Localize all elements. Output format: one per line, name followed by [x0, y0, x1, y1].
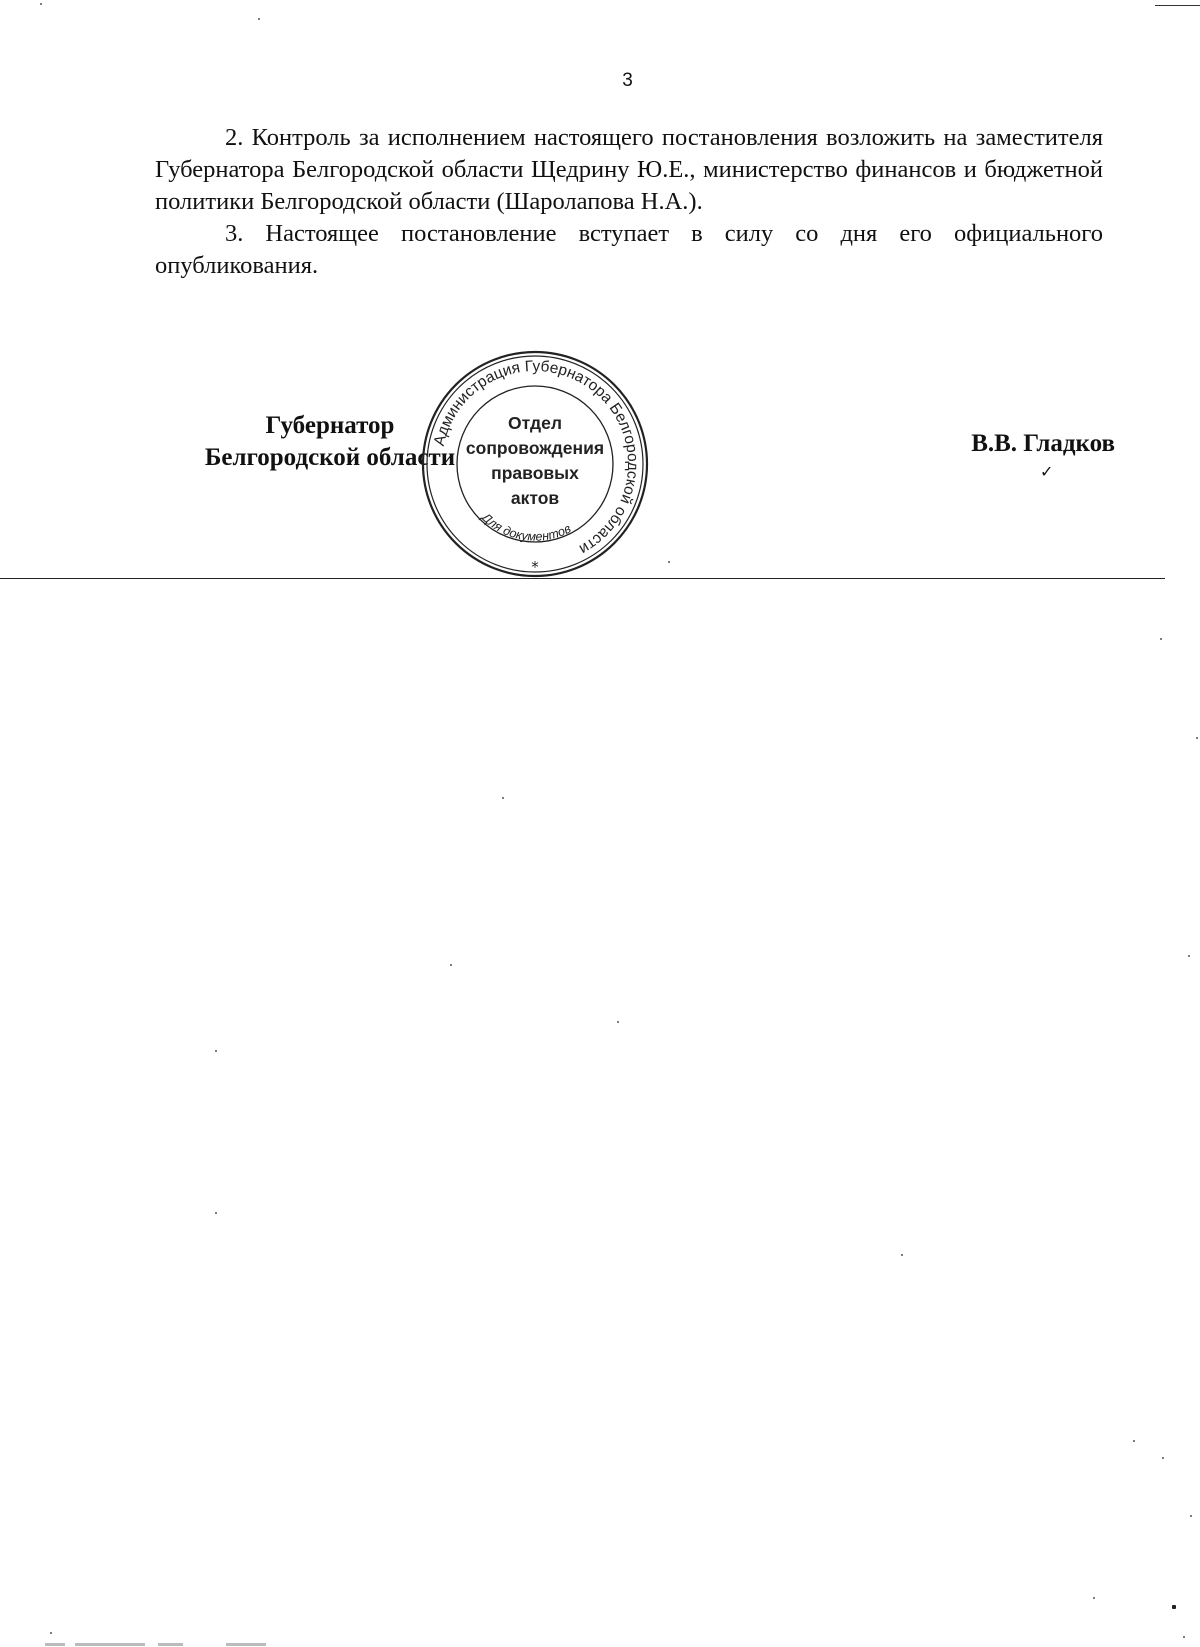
bottom-edge-fragment: [158, 1643, 183, 1646]
scan-speck: [1133, 1440, 1135, 1442]
stamp-center-line: сопровождения: [465, 438, 605, 458]
scan-speck: [1162, 1457, 1164, 1459]
official-stamp: [420, 349, 650, 579]
paragraph-2: 2. Контроль за исполнением настоящего постановления возложить на заместителя Губернатора Белгородской области Щедрину Ю.Е., министерство финансов и бюджетной политики Белгородской области (Шаролапова Н.А.).: [155, 124, 1103, 215]
signer-title-line1: Губернатор: [265, 412, 395, 439]
stamp-center-line: актов: [510, 488, 560, 508]
stamp-center-text: [420, 411, 650, 511]
stamp-star: *: [531, 558, 539, 576]
scan-speck: [215, 1050, 217, 1052]
scan-speck: [1190, 1515, 1192, 1517]
stamp-center-line: Отдел: [508, 413, 562, 433]
bottom-edge-fragment: [45, 1643, 65, 1646]
page-number: 3: [622, 70, 633, 91]
scan-fold-line: [0, 578, 1165, 579]
scan-speck: [1172, 1605, 1176, 1609]
scan-speck: [215, 1212, 217, 1214]
stamp-ring-text: Администрация Губернатора Белгородской области: [430, 357, 642, 558]
scan-speck: [40, 3, 42, 5]
scan-speck: [1160, 638, 1162, 640]
signer-name: В.В. Гладков: [971, 430, 1115, 457]
scan-speck: [1196, 737, 1198, 739]
bottom-edge-fragment: [75, 1643, 145, 1646]
scan-speck: [1183, 1636, 1185, 1638]
stamp-bottom-text: Для документов: [478, 510, 574, 544]
signer-title-line2: Белгородской области: [204, 444, 456, 471]
signature-mark: ✓: [1040, 464, 1054, 481]
scan-speck: [1188, 955, 1190, 957]
scan-edge-line: [1155, 5, 1200, 6]
scan-speck: [50, 1632, 52, 1634]
scan-speck: [258, 18, 260, 20]
document-body: [155, 122, 1103, 282]
bottom-edge-fragment: [226, 1643, 266, 1646]
scan-speck: [617, 1021, 619, 1023]
scan-speck: [668, 561, 670, 563]
paragraph-3: 3. Настоящее постановление вступает в силу со дня его официального опубликования.: [155, 220, 1103, 279]
stamp-center-line: правовых: [491, 463, 579, 483]
scan-speck: [1093, 1597, 1095, 1599]
scan-speck: [502, 797, 504, 799]
scan-speck: [450, 964, 452, 966]
scan-speck: [901, 1254, 903, 1256]
